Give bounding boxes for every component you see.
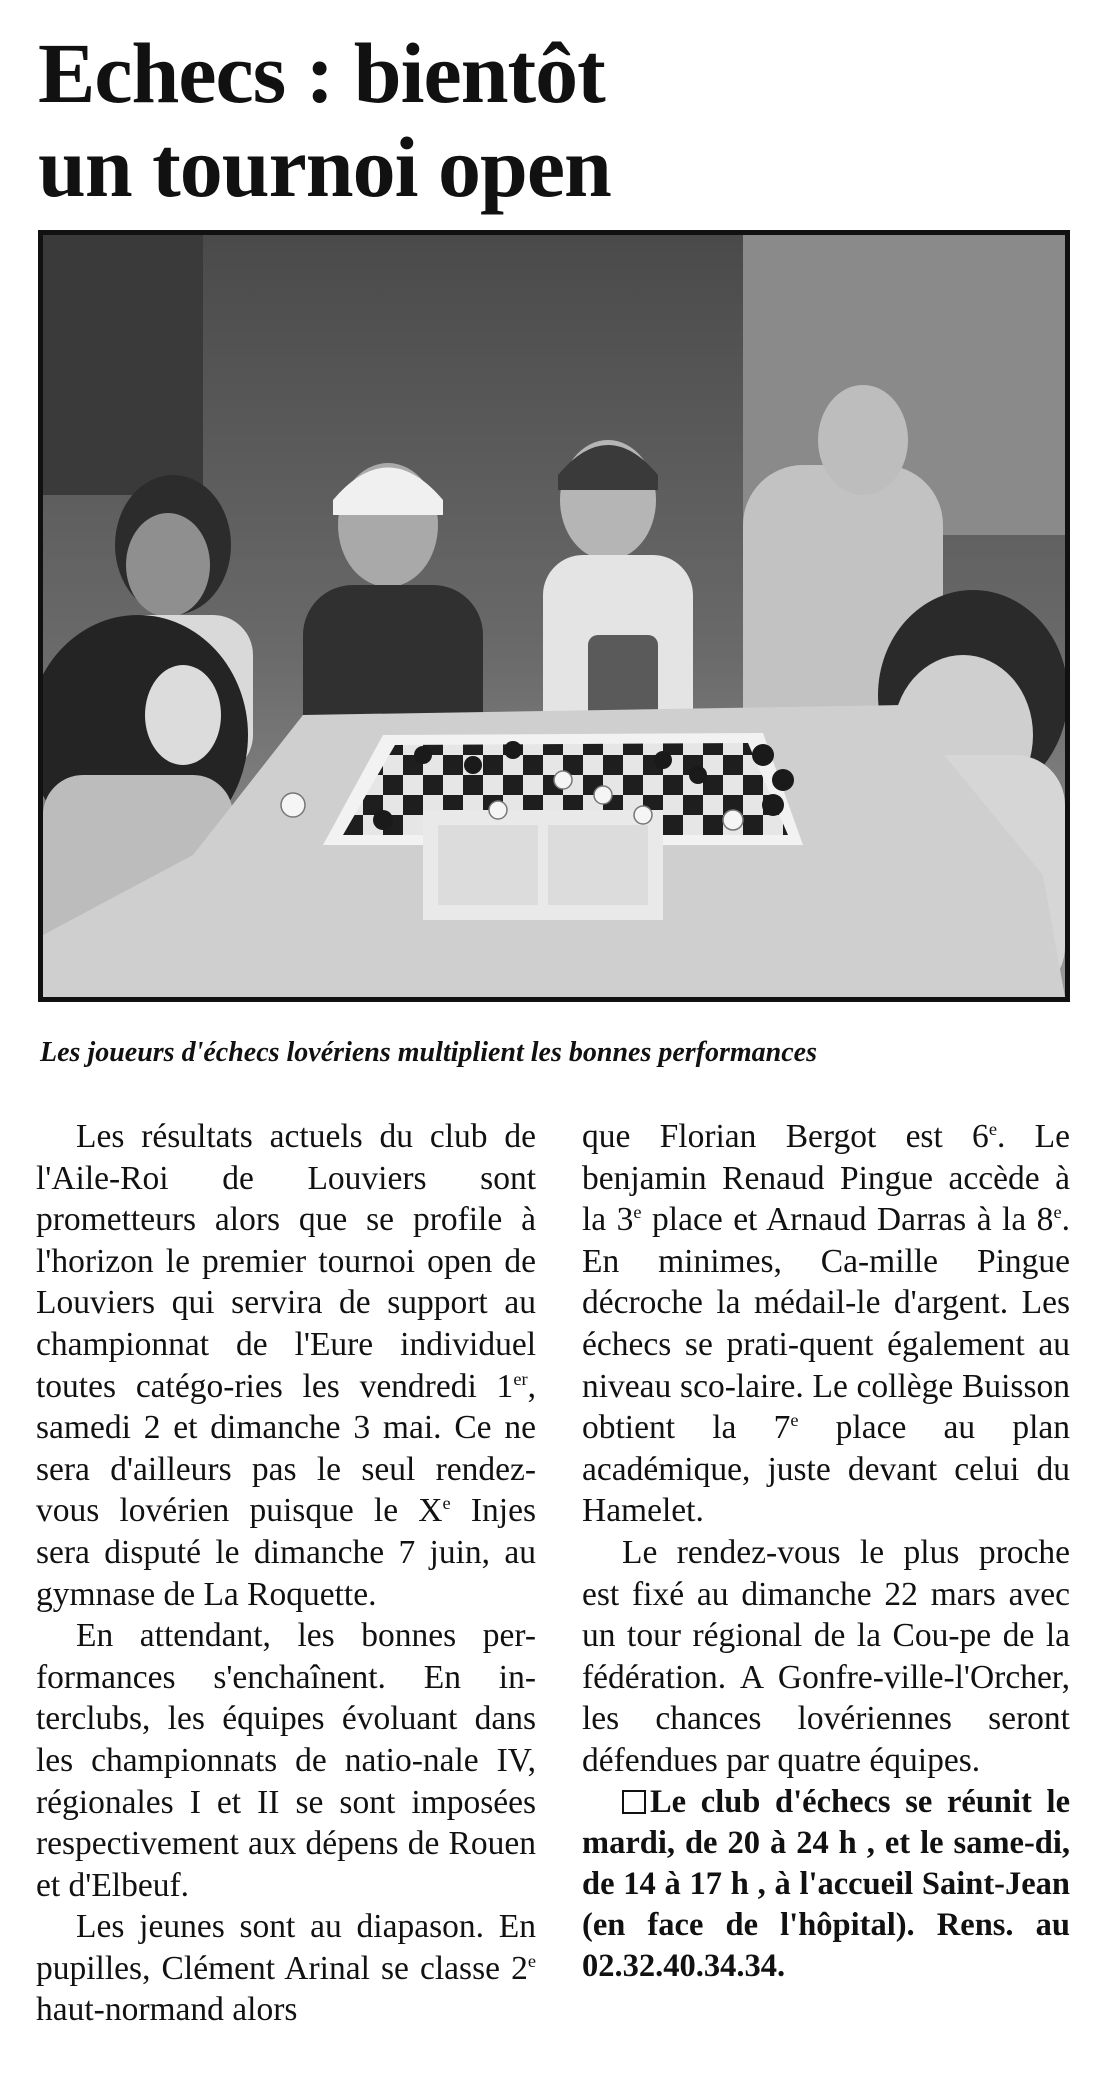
paragraph-1-text-b: , samedi 2 et dimanche 3 mai. Ce ne sera d'ailleurs pas le seul rendez-vous lovérien puisque le X [36, 1367, 536, 1530]
headline-line-1: Echecs : bientôt [38, 25, 605, 121]
club-info-text: Le club d'échecs se réunit le mardi, de 20 à 24 h , et le same-di, de 14 à 17 h , à l'accueil Saint-Jean (en face de l'hôpital). Rens. au 02.32.40.34.34. [582, 1783, 1070, 1984]
superscript: e [988, 1118, 997, 1139]
paragraph-4: Le rendez-vous le plus proche est fixé au dimanche 22 mars avec un tour régional de la Cou-pe de la fédération. A Gonfre-ville-l'Orcher, les chances lovériennes seront défendues par quatre équipes. [582, 1533, 1070, 1779]
club-info-box [582, 1782, 1070, 1987]
checkbox-square-icon [622, 1790, 646, 1814]
paragraph-3-continued [582, 1116, 1070, 1532]
superscript: e [442, 1493, 451, 1514]
paragraph-1 [36, 1116, 536, 1615]
article-column-right [582, 1116, 1070, 1987]
superscript: e [1053, 1202, 1062, 1223]
paragraph-3-text-b: haut-normand alors [36, 1991, 298, 2029]
paragraph-3-text-f: place au plan académique, juste devant celui du Hamelet. [582, 1409, 1070, 1530]
paragraph-3-text-a: Les jeunes sont au diapason. En pupilles, Clément Arinal se classe 2 [36, 1908, 536, 1987]
headline [38, 26, 758, 214]
headline-line-2: un tournoi open [38, 119, 611, 215]
paragraph-3-text-d: place et Arnaud Darras à la 8 [641, 1201, 1054, 1239]
paragraph-3-text-e: . En minimes, Ca-mille Pingue décroche la médail-le d'argent. Les échecs se prati-quent également au niveau sco-laire. Le collège Buisson obtient la 7 [582, 1201, 1070, 1447]
superscript: e [790, 1410, 799, 1430]
paragraph-1-text-c: Injes sera disputé le dimanche 7 juin, au gymnase de La Roquette. [36, 1492, 536, 1613]
paragraph-3-text-c: . Le benjamin Renaud Pingue accède à la 3 [582, 1118, 1070, 1239]
superscript: e [527, 1950, 536, 1971]
paragraph-3-text-b-continued: que Florian Bergot est 6 [582, 1118, 989, 1155]
paragraph-1-text-a: Les résultats actuels du club de l'Aile-Roi de Louviers sont prometteurs alors que se profile à l'horizon le premier tournoi open de Louviers qui servira de support au championnat de l'Eure individuel toutes catégo-ries les vendredi 1 [36, 1118, 536, 1405]
photo-caption: Les joueurs d'échecs lovériens multiplient les bonnes performances [40, 1037, 817, 1068]
chess-photo [38, 230, 1070, 1002]
chess-photo-icon [43, 235, 1065, 997]
paragraph-3 [36, 1906, 536, 2031]
superscript: e [633, 1202, 642, 1223]
article-column-left [36, 1116, 536, 2031]
superscript: er [513, 1368, 528, 1389]
paragraph-2: En attendant, les bonnes per-formances s'enchaînent. En in-terclubs, les équipes évoluant dans les championnats de natio-nale IV, régionales I et II se sont imposées respectivement aux dépens de Rouen et d'Elbeuf. [36, 1617, 536, 1904]
